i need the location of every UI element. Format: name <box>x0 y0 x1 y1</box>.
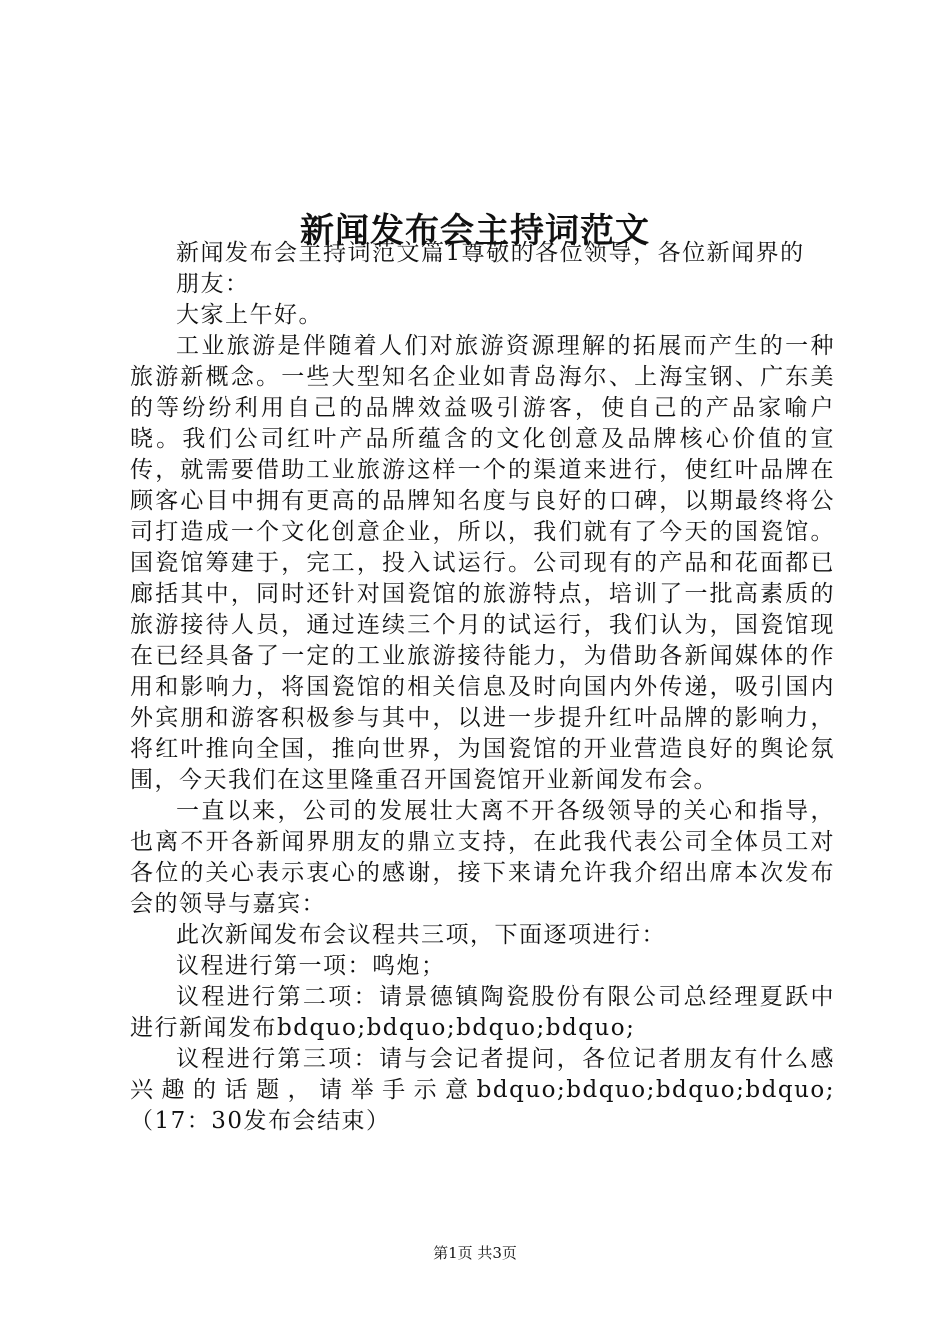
paragraph: 议程进行第三项：请与会记者提问，各位记者朋友有什么感兴趣的话题，请举手示意bdquo;bdquo;bdquo;bdquo;（17：30发布会结束） <box>130 1046 835 1134</box>
paragraph: 工业旅游是伴随着人们对旅游资源理解的拓展而产生的一种旅游新概念。一些大型知名企业如青岛海尔、上海宝钢、广东美的等纷纷利用自己的品牌效益吸引游客，使自己的产品家喻户晓。我们公司红叶产品所蕴含的文化创意及品牌核心价值的宣传，就需要借助工业旅游这样一个的渠道来进行，使红叶品牌在顾客心目中拥有更高的品牌知名度与良好的口碑，以期最终将公司打造成一个文化创意企业，所以，我们就有了今天的国瓷馆。国瓷馆筹建于，完工，投入试运行。公司现有的产品和花面都已廊括其中，同时还针对国瓷馆的旅游特点，培训了一批高素质的旅游接待人员，通过连续三个月的试运行，我们认为，国瓷馆现在已经具备了一定的工业旅游接待能力，为借助各新闻媒体的作用和影响力，将国瓷馆的相关信息及时向国内外传递，吸引国内外宾朋和游客积极参与其中，以进一步提升红叶品牌的影响力，将红叶推向全国，推向世界，为国瓷馆的开业营造良好的舆论氛围，今天我们在这里隆重召开国瓷馆开业新闻发布会。 <box>130 333 835 793</box>
paragraph: 一直以来，公司的发展壮大离不开各级领导的关心和指导，也离不开各新闻界朋友的鼎立支持，在此我代表公司全体员工对各位的关心表示衷心的感谢，接下来请允许我介绍出席本次发布会的领导与嘉宾： <box>130 798 835 917</box>
document-body <box>130 238 835 1137</box>
page-footer: 第1页 共3页 <box>433 1244 517 1262</box>
paragraph: 此次新闻发布会议程共三项，下面逐项进行： <box>176 922 666 948</box>
paragraph: 议程进行第二项：请景德镇陶瓷股份有限公司总经理夏跃中进行新闻发布bdquo;bdquo;bdquo;bdquo; <box>130 984 835 1041</box>
paragraph: 大家上午好。 <box>176 302 323 328</box>
paragraph: 议程进行第一项：鸣炮； <box>176 953 446 979</box>
document-title: 新闻发布会主持词范文 <box>300 210 650 251</box>
paragraph: 朋友： <box>176 271 250 297</box>
paragraph: 新闻发布会主持词范文篇1尊敬的各位领导，各位新闻界的 <box>176 240 805 266</box>
